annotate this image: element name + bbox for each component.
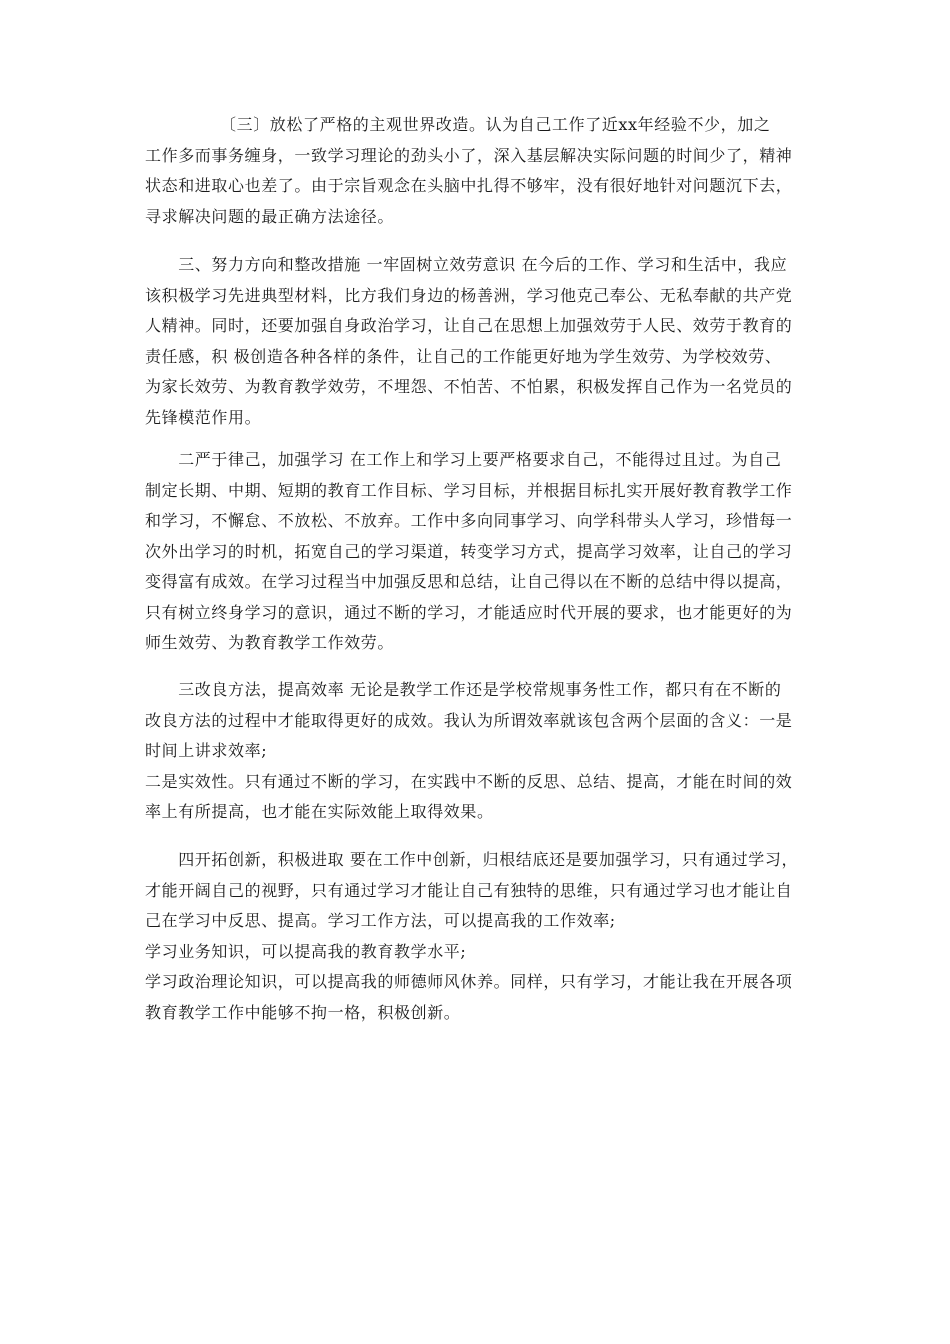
- text-line: 状态和进取心也差了。由于宗旨观念在头脑中扎得不够牢，没有很好地针对问题沉下去，: [145, 176, 793, 195]
- text-line: 己在学习中反思、提高。学习工作方法，可以提高我的工作效率;: [145, 911, 616, 930]
- text-line: 师生效劳、为教育教学工作效劳。: [145, 633, 395, 652]
- paragraph-improve-methods: [145, 675, 805, 828]
- text-line: 〔三〕放松了严格的主观世界改造。认为自己工作了近xx年经验不少，加之: [145, 115, 771, 134]
- text-line: 为家长效劳、为教育教学效劳，不埋怨、不怕苦、不怕累，积极发挥自己作为一名党员的: [145, 377, 793, 396]
- text-line: 次外出学习的时机，拓宽自己的学习渠道，转变学习方式，提高学习效率，让自己的学习: [145, 541, 793, 561]
- text-line: 先锋模范作用。: [145, 407, 262, 427]
- text-line: 寻求解决问题的最正确方法途径。: [145, 206, 395, 226]
- paragraph-self-discipline: [145, 445, 805, 659]
- text-line: 三改良方法，提高效率 无论是教学工作还是学校常规事务性工作，都只有在不断的: [145, 680, 782, 699]
- paragraph-section-three-intro: [145, 250, 805, 433]
- text-line: 责任感，积 极创造各种各样的条件，让自己的工作能更好地为学生效劳、为学校效劳、: [145, 346, 782, 366]
- text-line: 学习业务知识，可以提高我的教育教学水平;: [145, 941, 467, 961]
- text-line: 学习政治理论知识，可以提高我的师德师风休养。同样，只有学习，才能让我在开展各项: [145, 972, 793, 991]
- paragraph-innovation: [145, 845, 805, 1028]
- text-line: 才能开阔自己的视野，只有通过学习才能让自己有独特的思维，只有通过学习也才能让自: [145, 880, 793, 900]
- text-line: 只有树立终身学习的意识，通过不断的学习，才能适应时代开展的要求，也才能更好的为: [145, 602, 793, 622]
- text-line: 该积极学习先进典型材料，比方我们身边的杨善洲，学习他克己奉公、无私奉献的共产党: [145, 285, 793, 305]
- text-line: 四开拓创新，积极进取 要在工作中创新，归根结底还是要加强学习，只有通过学习，: [145, 850, 799, 869]
- text-line: 改良方法的过程中才能取得更好的成效。我认为所谓效率就该包含两个层面的含义：一是: [145, 710, 793, 730]
- text-line: 二是实效性。只有通过不断的学习，在实践中不断的反思、总结、提高，才能在时间的效: [145, 771, 793, 791]
- text-line: 工作多而事务缠身，一致学习理论的劲头小了，深入基层解决实际问题的时间少了，精神: [145, 145, 793, 165]
- text-line: 制定长期、中期、短期的教育工作目标、学习目标，并根据目标扎实开展好教育教学工作: [145, 480, 793, 500]
- text-line: 和学习，不懈怠、不放松、不放弃。工作中多向同事学习、向学科带头人学习，珍惜每一: [145, 511, 793, 530]
- text-line: 时间上讲求效率;: [145, 741, 268, 760]
- text-line: 二严于律己，加强学习 在工作上和学习上要严格要求自己，不能得过且过。为自己: [145, 450, 782, 469]
- text-line: 变得富有成效。在学习过程当中加强反思和总结，让自己得以在不断的总结中得以提高，: [145, 572, 793, 591]
- text-line: 人精神。同时，还要加强自身政治学习，让自己在思想上加强效劳于人民、效劳于教育的: [145, 316, 793, 335]
- text-line: 教育教学工作中能够不拘一格，积极创新。: [145, 1002, 461, 1022]
- paragraph-subsection-three: [145, 110, 805, 232]
- text-line: 率上有所提高，也才能在实际效能上取得效果。: [145, 802, 494, 821]
- text-line: 三、努力方向和整改措施 一牢固树立效劳意识 在今后的工作、学习和生活中，我应: [145, 255, 788, 274]
